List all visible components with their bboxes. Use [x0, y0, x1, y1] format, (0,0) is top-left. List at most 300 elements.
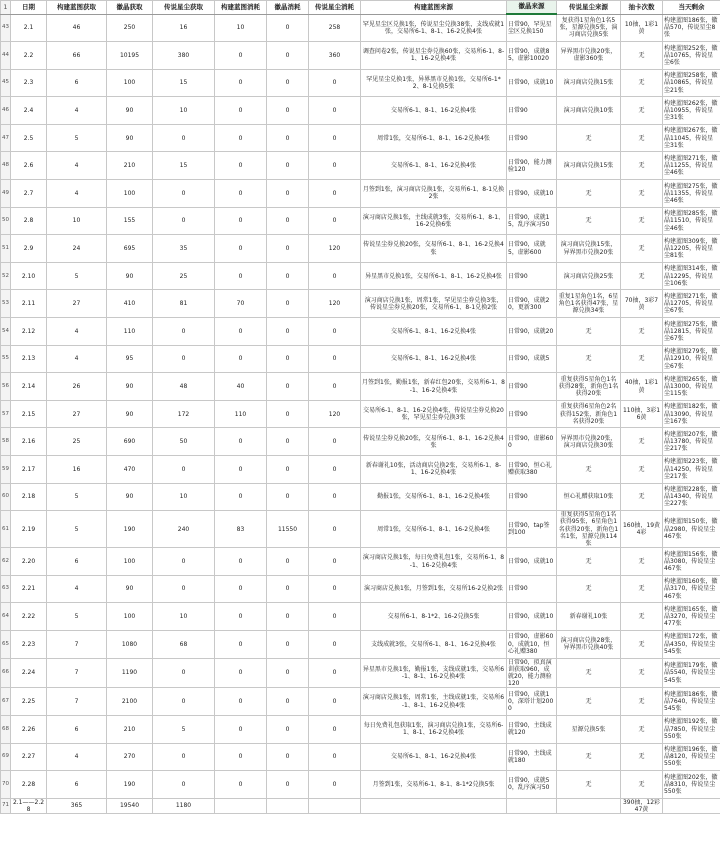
cell-crystal-source[interactable]: 日常90	[507, 400, 557, 428]
cell-crystal-cost[interactable]: 0	[267, 428, 309, 456]
cell-blueprint-source[interactable]: 交易所6-1、8-1、16-2兑换4张	[361, 152, 507, 180]
cell-pulls[interactable]: 无	[621, 262, 663, 290]
row-number[interactable]: 51	[1, 235, 11, 263]
cell-remaining[interactable]: 构建蓝图262张，徽晶10955，传说星尘31张	[663, 97, 720, 125]
cell-crystal-source[interactable]: 日常90	[507, 483, 557, 511]
cell-crystal-gain[interactable]: 270	[107, 743, 153, 771]
cell-dust-cost[interactable]: 360	[309, 42, 361, 70]
cell-pulls[interactable]: 无	[621, 235, 663, 263]
cell-crystal-gain[interactable]: 100	[107, 69, 153, 97]
cell-dust-source[interactable]: 无	[557, 124, 621, 152]
row-number[interactable]: 56	[1, 373, 11, 401]
cell-dust-cost[interactable]: 0	[309, 152, 361, 180]
cell-remaining[interactable]: 构建蓝图192张，徽晶7850，传说星尘550张	[663, 715, 720, 743]
cell-blueprint-gain[interactable]: 27	[47, 400, 107, 428]
cell-dust-gain[interactable]: 16	[153, 14, 215, 42]
cell-dust-gain[interactable]: 25	[153, 262, 215, 290]
cell-dust-cost[interactable]: 0	[309, 688, 361, 716]
cell-crystal-gain[interactable]: 1080	[107, 630, 153, 658]
cell-blueprint-source[interactable]: 异星黑市兑换1张，交易所6-1、8-1、16-2兑换4张	[361, 262, 507, 290]
cell-blueprint-gain[interactable]: 26	[47, 373, 107, 401]
cell-crystal-gain[interactable]: 690	[107, 428, 153, 456]
col-header-crystal-source[interactable]: 徽晶来源	[507, 1, 557, 15]
cell-dust-gain[interactable]: 0	[153, 743, 215, 771]
cell-blueprint-source[interactable]: 罕见星尘兑换1张，异界黑市兑换1张，交易所6-1*2、8-1兑换5张	[361, 69, 507, 97]
cell-pulls[interactable]: 110抽，3彩16黄	[621, 400, 663, 428]
empty-cell[interactable]	[215, 798, 267, 813]
cell-pulls[interactable]: 70抽，3彩7黄	[621, 290, 663, 318]
cell-dust-source[interactable]: 无	[557, 743, 621, 771]
cell-blueprint-source[interactable]: 交易所6-1、8-1、16-2兑换4张	[361, 97, 507, 125]
cell-remaining[interactable]: 构建蓝图150张，徽晶2980，传说星尘467张	[663, 511, 720, 548]
cell-crystal-gain[interactable]: 155	[107, 207, 153, 235]
row-number[interactable]: 43	[1, 14, 11, 42]
cell-crystal-cost[interactable]: 0	[267, 262, 309, 290]
cell-crystal-source[interactable]: 日常90，主线成就120	[507, 715, 557, 743]
col-header-crystal-cost[interactable]: 徽晶消耗	[267, 1, 309, 15]
cell-blueprint-source[interactable]: 勤报1张，交易所6-1、8-1、16-2兑换4张	[361, 483, 507, 511]
col-header-dust-gain[interactable]: 传说星尘获取	[153, 1, 215, 15]
cell-crystal-gain[interactable]: 1190	[107, 658, 153, 688]
cell-crystal-cost[interactable]: 0	[267, 456, 309, 484]
cell-blueprint-gain[interactable]: 24	[47, 235, 107, 263]
cell-blueprint-gain[interactable]: 16	[47, 456, 107, 484]
cell-crystal-source[interactable]: 日常90，成就10	[507, 603, 557, 631]
cell-crystal-source[interactable]: 日常90	[507, 262, 557, 290]
corner-cell[interactable]: 1	[1, 1, 11, 15]
cell-dust-gain[interactable]: 68	[153, 630, 215, 658]
row-number[interactable]: 70	[1, 771, 11, 799]
row-number[interactable]: 55	[1, 345, 11, 373]
cell-crystal-cost[interactable]: 0	[267, 97, 309, 125]
cell-crystal-source[interactable]: 日常90，成就20	[507, 318, 557, 346]
cell-blueprint-source[interactable]: 交易所6-1、8-1、16-2兑换4张	[361, 318, 507, 346]
cell-blueprint-cost[interactable]: 0	[215, 548, 267, 576]
cell-remaining[interactable]: 构建蓝图309张，徽晶12205，传说星尘81张	[663, 235, 720, 263]
cell-remaining[interactable]: 构建蓝图271张，徽晶12705，传说星尘67张	[663, 290, 720, 318]
cell-remaining[interactable]: 构建蓝图275张，徽晶12815，传说星尘67张	[663, 318, 720, 346]
cell-blueprint-cost[interactable]: 0	[215, 69, 267, 97]
cell-blueprint-source[interactable]: 周常1张，交易所6-1、8-1、16-2兑换4张	[361, 511, 507, 548]
cell-date[interactable]: 2.28	[11, 771, 47, 799]
cell-crystal-source[interactable]: 日常90，成就5，虚影600	[507, 235, 557, 263]
cell-dust-source[interactable]: 重复获得5星角色1名获得95张，6星角色1名获得20张，新角色1名1张，星源兑换114张	[557, 511, 621, 548]
cell-remaining[interactable]: 构建蓝图186张，徽晶570，传说星尘8张	[663, 14, 720, 42]
cell-date[interactable]: 2.1	[11, 14, 47, 42]
cell-date[interactable]: 2.13	[11, 345, 47, 373]
cell-crystal-gain[interactable]: 10195	[107, 42, 153, 70]
cell-remaining[interactable]: 构建蓝图314张，徽晶12295，传说星尘106张	[663, 262, 720, 290]
cell-dust-source[interactable]: 演习商店兑换15张	[557, 69, 621, 97]
cell-dust-cost[interactable]: 258	[309, 14, 361, 42]
cell-crystal-gain[interactable]: 100	[107, 603, 153, 631]
cell-blueprint-cost[interactable]: 70	[215, 290, 267, 318]
cell-blueprint-source[interactable]: 交易所6-1、8-1*2、16-2兑换5张	[361, 603, 507, 631]
cell-pulls[interactable]: 无	[621, 483, 663, 511]
cell-blueprint-cost[interactable]: 0	[215, 207, 267, 235]
col-header-dust-source[interactable]: 传说星尘来源	[557, 1, 621, 15]
col-header-date[interactable]: 日期	[11, 1, 47, 15]
cell-crystal-gain[interactable]: 95	[107, 345, 153, 373]
empty-cell[interactable]	[507, 798, 557, 813]
cell-dust-source[interactable]: 演习商店兑换15张，异界黑市兑换20张	[557, 235, 621, 263]
cell-blueprint-gain[interactable]: 25	[47, 428, 107, 456]
cell-blueprint-source[interactable]: 周常1张，交易所6-1、8-1、16-2兑换4张	[361, 124, 507, 152]
cell-pulls[interactable]: 无	[621, 428, 663, 456]
cell-blueprint-gain[interactable]: 10	[47, 207, 107, 235]
cell-remaining[interactable]: 构建蓝图196张，徽晶8120，传说星尘550张	[663, 743, 720, 771]
cell-pulls[interactable]: 无	[621, 630, 663, 658]
cell-dust-gain[interactable]: 0	[153, 207, 215, 235]
cell-blueprint-cost[interactable]: 83	[215, 511, 267, 548]
cell-crystal-cost[interactable]: 0	[267, 400, 309, 428]
total-dust[interactable]: 1180	[153, 798, 215, 813]
cell-crystal-gain[interactable]: 100	[107, 180, 153, 208]
cell-date[interactable]: 2.11	[11, 290, 47, 318]
row-number[interactable]: 48	[1, 152, 11, 180]
cell-dust-source[interactable]: 恒心礼赠获取10张	[557, 483, 621, 511]
cell-date[interactable]: 2.2	[11, 42, 47, 70]
cell-crystal-source[interactable]: 日常90，恒心礼赠获取380	[507, 456, 557, 484]
cell-remaining[interactable]: 构建蓝图182张，徽晶13090，传说星尘167张	[663, 400, 720, 428]
cell-remaining[interactable]: 构建蓝图172张，徽晶4350，传说星尘545张	[663, 630, 720, 658]
row-number[interactable]: 47	[1, 124, 11, 152]
cell-crystal-source[interactable]: 日常90，能力测验120	[507, 152, 557, 180]
cell-dust-cost[interactable]: 0	[309, 658, 361, 688]
cell-pulls[interactable]: 无	[621, 575, 663, 603]
cell-dust-cost[interactable]: 0	[309, 345, 361, 373]
cell-date[interactable]: 2.10	[11, 262, 47, 290]
cell-crystal-cost[interactable]: 0	[267, 152, 309, 180]
cell-blueprint-cost[interactable]: 0	[215, 428, 267, 456]
cell-crystal-cost[interactable]: 0	[267, 603, 309, 631]
cell-pulls[interactable]: 无	[621, 456, 663, 484]
cell-crystal-cost[interactable]: 0	[267, 14, 309, 42]
cell-remaining[interactable]: 构建蓝图160张，徽晶3170，传说星尘467张	[663, 575, 720, 603]
cell-dust-cost[interactable]: 0	[309, 715, 361, 743]
cell-blueprint-source[interactable]: 交易所6-1、8-1、16-2兑换4张，传说星尘券兑换20张，罕见星尘券兑换3张	[361, 400, 507, 428]
cell-crystal-gain[interactable]: 110	[107, 318, 153, 346]
cell-blueprint-cost[interactable]: 0	[215, 630, 267, 658]
cell-blueprint-source[interactable]: 交易所6-1、8-1、16-2兑换4张	[361, 743, 507, 771]
cell-dust-cost[interactable]: 0	[309, 97, 361, 125]
cell-pulls[interactable]: 无	[621, 345, 663, 373]
row-number[interactable]: 58	[1, 428, 11, 456]
cell-blueprint-gain[interactable]: 5	[47, 603, 107, 631]
cell-blueprint-gain[interactable]: 4	[47, 575, 107, 603]
total-blueprint[interactable]: 365	[47, 798, 107, 813]
cell-date[interactable]: 2.21	[11, 575, 47, 603]
cell-crystal-gain[interactable]: 210	[107, 715, 153, 743]
cell-pulls[interactable]: 无	[621, 97, 663, 125]
cell-dust-cost[interactable]: 0	[309, 318, 361, 346]
cell-crystal-cost[interactable]: 0	[267, 575, 309, 603]
cell-crystal-source[interactable]: 日常90，罕见星尘区兑换150	[507, 14, 557, 42]
cell-blueprint-cost[interactable]: 0	[215, 262, 267, 290]
cell-dust-cost[interactable]: 0	[309, 207, 361, 235]
cell-dust-source[interactable]: 演习商店兑换25张	[557, 262, 621, 290]
cell-crystal-cost[interactable]: 0	[267, 688, 309, 716]
empty-cell[interactable]	[663, 798, 720, 813]
cell-crystal-source[interactable]: 日常90，成就10	[507, 548, 557, 576]
row-number[interactable]: 50	[1, 207, 11, 235]
cell-date[interactable]: 2.17	[11, 456, 47, 484]
cell-blueprint-source[interactable]: 演习商店兑换1张，每日免费礼包1张，交易所6-1、8-1、16-2兑换4张	[361, 548, 507, 576]
cell-blueprint-gain[interactable]: 6	[47, 69, 107, 97]
cell-pulls[interactable]: 40抽，1彩1黄	[621, 373, 663, 401]
cell-blueprint-source[interactable]: 演习商店兑换1张，主线成就3张，交易所6-1、8-1、16-2兑换6张	[361, 207, 507, 235]
cell-blueprint-source[interactable]: 异星黑市兑换1张，勤报1张，支线成就1张，交易所6-1、8-1、16-2兑换4张	[361, 658, 507, 688]
cell-remaining[interactable]: 构建蓝图285张，徽晶11510，传说星尘46张	[663, 207, 720, 235]
col-header-remaining[interactable]: 当天剩余	[663, 1, 720, 15]
cell-blueprint-gain[interactable]: 6	[47, 548, 107, 576]
cell-crystal-source[interactable]: 日常90，成就20，更新300	[507, 290, 557, 318]
cell-blueprint-source[interactable]: 罕见星尘区兑换1张，传说星尘兑换38张，支线成就1张，交易所6-1、8-1、16-2兑换4张	[361, 14, 507, 42]
cell-date[interactable]: 2.8	[11, 207, 47, 235]
cell-dust-source[interactable]: 无	[557, 658, 621, 688]
cell-crystal-source[interactable]: 日常90	[507, 124, 557, 152]
row-number[interactable]: 45	[1, 69, 11, 97]
cell-blueprint-cost[interactable]: 10	[215, 14, 267, 42]
cell-pulls[interactable]: 无	[621, 715, 663, 743]
cell-dust-source[interactable]: 星源兑换5张	[557, 715, 621, 743]
cell-pulls[interactable]: 无	[621, 180, 663, 208]
cell-blueprint-cost[interactable]: 0	[215, 152, 267, 180]
cell-date[interactable]: 2.9	[11, 235, 47, 263]
cell-crystal-cost[interactable]: 0	[267, 235, 309, 263]
cell-dust-source[interactable]: 演习商店兑换15张	[557, 152, 621, 180]
cell-crystal-source[interactable]: 日常90，成就85，虚影10020	[507, 42, 557, 70]
cell-crystal-gain[interactable]: 210	[107, 152, 153, 180]
cell-remaining[interactable]: 构建蓝图223张，徽晶14250，传说星尘217张	[663, 456, 720, 484]
cell-dust-gain[interactable]: 0	[153, 345, 215, 373]
cell-dust-source[interactable]: 无	[557, 688, 621, 716]
cell-remaining[interactable]: 构建蓝图265张，徽晶13000，传说星尘115张	[663, 373, 720, 401]
cell-dust-source[interactable]: 无	[557, 207, 621, 235]
cell-blueprint-cost[interactable]: 0	[215, 124, 267, 152]
cell-crystal-cost[interactable]: 0	[267, 124, 309, 152]
cell-blueprint-cost[interactable]: 0	[215, 743, 267, 771]
cell-blueprint-cost[interactable]: 0	[215, 97, 267, 125]
cell-date[interactable]: 2.19	[11, 511, 47, 548]
row-number[interactable]: 63	[1, 575, 11, 603]
cell-crystal-gain[interactable]: 90	[107, 262, 153, 290]
cell-blueprint-cost[interactable]: 0	[215, 658, 267, 688]
cell-crystal-cost[interactable]: 0	[267, 207, 309, 235]
cell-crystal-gain[interactable]: 470	[107, 456, 153, 484]
cell-pulls[interactable]: 无	[621, 152, 663, 180]
cell-blueprint-source[interactable]: 传说星尘券兑换20张，交易所6-1、8-1、16-2兑换4张	[361, 428, 507, 456]
cell-dust-source[interactable]: 无	[557, 180, 621, 208]
cell-crystal-source[interactable]: 日常90，成就10	[507, 180, 557, 208]
cell-dust-source[interactable]: 异界黑市兑换20张，演习商店兑换30张	[557, 428, 621, 456]
row-number[interactable]: 68	[1, 715, 11, 743]
cell-remaining[interactable]: 构建蓝图165张，徽晶3270，传说星尘477张	[663, 603, 720, 631]
cell-crystal-source[interactable]: 日常90，成就50，乱序演习50	[507, 771, 557, 799]
col-header-blueprint-gain[interactable]: 构建蓝图获取	[47, 1, 107, 15]
cell-blueprint-cost[interactable]: 0	[215, 318, 267, 346]
cell-dust-gain[interactable]: 0	[153, 658, 215, 688]
cell-dust-cost[interactable]: 0	[309, 483, 361, 511]
cell-crystal-gain[interactable]: 90	[107, 400, 153, 428]
cell-date[interactable]: 2.15	[11, 400, 47, 428]
row-number[interactable]: 59	[1, 456, 11, 484]
cell-date[interactable]: 2.6	[11, 152, 47, 180]
row-number[interactable]: 60	[1, 483, 11, 511]
cell-dust-gain[interactable]: 0	[153, 124, 215, 152]
cell-pulls[interactable]: 无	[621, 318, 663, 346]
cell-date[interactable]: 2.14	[11, 373, 47, 401]
row-number[interactable]: 61	[1, 511, 11, 548]
cell-dust-cost[interactable]: 0	[309, 69, 361, 97]
col-header-crystal-gain[interactable]: 徽晶获取	[107, 1, 153, 15]
cell-crystal-gain[interactable]: 90	[107, 124, 153, 152]
row-number[interactable]: 67	[1, 688, 11, 716]
cell-date[interactable]: 2.4	[11, 97, 47, 125]
cell-date[interactable]: 2.20	[11, 548, 47, 576]
row-number[interactable]: 71	[1, 798, 11, 813]
cell-crystal-cost[interactable]: 0	[267, 483, 309, 511]
cell-dust-source[interactable]: 重复1星角色1名，6星角色1名获得47张，星源兑换34张	[557, 290, 621, 318]
cell-crystal-gain[interactable]: 190	[107, 771, 153, 799]
cell-dust-gain[interactable]: 50	[153, 428, 215, 456]
cell-blueprint-cost[interactable]: 40	[215, 373, 267, 401]
cell-dust-gain[interactable]: 10	[153, 97, 215, 125]
empty-cell[interactable]	[557, 798, 621, 813]
cell-crystal-gain[interactable]: 100	[107, 548, 153, 576]
cell-blueprint-gain[interactable]: 7	[47, 658, 107, 688]
cell-dust-cost[interactable]: 0	[309, 262, 361, 290]
cell-blueprint-cost[interactable]: 0	[215, 575, 267, 603]
row-number[interactable]: 65	[1, 630, 11, 658]
cell-pulls[interactable]: 无	[621, 207, 663, 235]
cell-date[interactable]: 2.16	[11, 428, 47, 456]
total-crystal[interactable]: 19540	[107, 798, 153, 813]
cell-crystal-source[interactable]: 日常90	[507, 373, 557, 401]
cell-crystal-cost[interactable]: 0	[267, 180, 309, 208]
cell-dust-cost[interactable]: 0	[309, 373, 361, 401]
cell-blueprint-source[interactable]: 演习商店兑换1张，周常1张，罕见星尘券兑换3张，传说星尘券兑换20张，交易所6-1、8-1兑换2张	[361, 290, 507, 318]
cell-remaining[interactable]: 构建蓝图267张，徽晶11045，传说星尘31张	[663, 124, 720, 152]
cell-dust-cost[interactable]: 0	[309, 180, 361, 208]
cell-blueprint-source[interactable]: 交易所6-1、8-1、16-2兑换4张	[361, 345, 507, 373]
cell-date[interactable]: 2.24	[11, 658, 47, 688]
cell-crystal-cost[interactable]: 0	[267, 345, 309, 373]
row-number[interactable]: 46	[1, 97, 11, 125]
row-number[interactable]: 64	[1, 603, 11, 631]
cell-pulls[interactable]: 160抽，19黄4彩	[621, 511, 663, 548]
cell-dust-source[interactable]: 无	[557, 771, 621, 799]
cell-blueprint-cost[interactable]: 0	[215, 688, 267, 716]
row-number[interactable]: 57	[1, 400, 11, 428]
cell-dust-source[interactable]: 无	[557, 548, 621, 576]
cell-dust-gain[interactable]: 172	[153, 400, 215, 428]
cell-crystal-cost[interactable]: 0	[267, 715, 309, 743]
cell-date[interactable]: 2.26	[11, 715, 47, 743]
cell-crystal-source[interactable]: 日常90，成就10，深塔计划2000	[507, 688, 557, 716]
cell-blueprint-source[interactable]: 月签到1张，勤报1张，新春红包20张，交易所6-1、8-1、16-2兑换4张	[361, 373, 507, 401]
cell-blueprint-cost[interactable]: 0	[215, 456, 267, 484]
cell-remaining[interactable]: 构建蓝图271张，徽晶11255，传说星尘46张	[663, 152, 720, 180]
cell-crystal-source[interactable]: 日常90，tap签到100	[507, 511, 557, 548]
cell-dust-gain[interactable]: 10	[153, 483, 215, 511]
cell-dust-gain[interactable]: 15	[153, 152, 215, 180]
col-header-pulls[interactable]: 抽卡次数	[621, 1, 663, 15]
cell-dust-source[interactable]: 重复获得6星角色2名获得152张，新角色1名获得20张	[557, 400, 621, 428]
cell-dust-cost[interactable]: 120	[309, 400, 361, 428]
row-number[interactable]: 49	[1, 180, 11, 208]
cell-dust-gain[interactable]: 0	[153, 318, 215, 346]
cell-pulls[interactable]: 无	[621, 771, 663, 799]
cell-dust-gain[interactable]: 0	[153, 575, 215, 603]
cell-remaining[interactable]: 构建蓝图275张，徽晶11355，传说星尘46张	[663, 180, 720, 208]
cell-crystal-source[interactable]: 日常90，成就10	[507, 69, 557, 97]
cell-crystal-source[interactable]: 日常90	[507, 97, 557, 125]
cell-blueprint-source[interactable]: 月签到1张，交易所6-1、8-1、8-1*2兑换5张	[361, 771, 507, 799]
cell-dust-gain[interactable]: 5	[153, 715, 215, 743]
cell-blueprint-gain[interactable]: 7	[47, 688, 107, 716]
cell-blueprint-gain[interactable]: 5	[47, 262, 107, 290]
cell-crystal-gain[interactable]: 695	[107, 235, 153, 263]
cell-blueprint-gain[interactable]: 5	[47, 511, 107, 548]
row-number[interactable]: 44	[1, 42, 11, 70]
cell-blueprint-gain[interactable]: 4	[47, 152, 107, 180]
row-number[interactable]: 62	[1, 548, 11, 576]
cell-remaining[interactable]: 构建蓝图186张，徽晶7640，传说星尘545张	[663, 688, 720, 716]
cell-crystal-cost[interactable]: 0	[267, 318, 309, 346]
col-header-blueprint-source[interactable]: 构建蓝图来源	[361, 1, 507, 15]
cell-dust-cost[interactable]: 120	[309, 235, 361, 263]
cell-pulls[interactable]: 无	[621, 548, 663, 576]
cell-blueprint-source[interactable]: 每日免费礼包获取1张，演习商店兑换1张，交易所6-1、8-1、16-2兑换4张	[361, 715, 507, 743]
row-number[interactable]: 69	[1, 743, 11, 771]
cell-blueprint-cost[interactable]: 0	[215, 715, 267, 743]
cell-crystal-cost[interactable]: 0	[267, 658, 309, 688]
cell-crystal-cost[interactable]: 0	[267, 373, 309, 401]
cell-date[interactable]: 2.7	[11, 180, 47, 208]
row-number[interactable]: 54	[1, 318, 11, 346]
cell-dust-gain[interactable]: 0	[153, 548, 215, 576]
cell-dust-gain[interactable]: 380	[153, 42, 215, 70]
cell-crystal-gain[interactable]: 2100	[107, 688, 153, 716]
cell-date[interactable]: 2.22	[11, 603, 47, 631]
cell-dust-cost[interactable]: 0	[309, 771, 361, 799]
cell-dust-source[interactable]: 重复获得5星角色1名获得28张，新角色1名获得20张	[557, 373, 621, 401]
cell-dust-cost[interactable]: 0	[309, 630, 361, 658]
cell-dust-source[interactable]: 异界黑市兑换20张，虚影360张	[557, 42, 621, 70]
cell-blueprint-gain[interactable]: 4	[47, 318, 107, 346]
cell-remaining[interactable]: 构建蓝图252张，徽晶10765，传说星尘6张	[663, 42, 720, 70]
cell-crystal-cost[interactable]: 0	[267, 290, 309, 318]
cell-blueprint-cost[interactable]: 0	[215, 235, 267, 263]
cell-crystal-cost[interactable]: 0	[267, 548, 309, 576]
cell-blueprint-gain[interactable]: 5	[47, 483, 107, 511]
cell-blueprint-gain[interactable]: 5	[47, 124, 107, 152]
cell-blueprint-gain[interactable]: 4	[47, 345, 107, 373]
cell-dust-source[interactable]: 无	[557, 345, 621, 373]
cell-crystal-cost[interactable]: 0	[267, 69, 309, 97]
cell-date[interactable]: 2.25	[11, 688, 47, 716]
cell-dust-source[interactable]: 复获得1星角色1名5张，星源兑换5张，演习商店兑换5张	[557, 14, 621, 42]
cell-crystal-source[interactable]: 日常90，虚影600，成就10，恒心礼赠380	[507, 630, 557, 658]
cell-crystal-gain[interactable]: 410	[107, 290, 153, 318]
cell-dust-cost[interactable]: 0	[309, 743, 361, 771]
cell-blueprint-source[interactable]: 传说星尘券兑换20张，交易所6-1、8-1、16-2兑换4张	[361, 235, 507, 263]
cell-crystal-gain[interactable]: 190	[107, 511, 153, 548]
col-header-dust-cost[interactable]: 传说星尘消耗	[309, 1, 361, 15]
cell-dust-source[interactable]: 无	[557, 456, 621, 484]
cell-crystal-source[interactable]: 日常90，成就5	[507, 345, 557, 373]
